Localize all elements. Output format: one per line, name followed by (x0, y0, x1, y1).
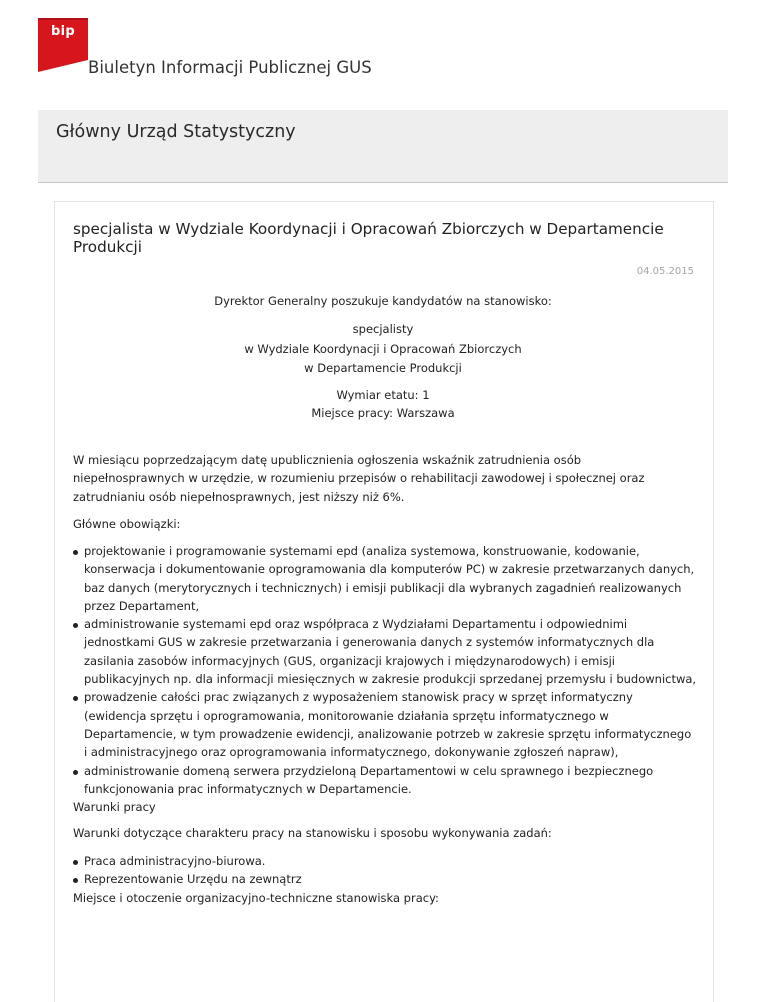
disability-note: W miesiącu poprzedzającym datę upublicznienia ogłoszenia wskaźnik zatrudnienia osób niepełnosprawnych w urzędzie, w rozumieniu przepisów o rehabilitacji zawodowej i społecznej oraz zatrudnianiu osób niepełnosprawnych, jest niższy niż 6%. (73, 453, 645, 504)
workload: Wymiar etatu: 1 (336, 388, 430, 402)
intro-text: Dyrektor Generalny poszukuje kandydatów na stanowisko: (214, 294, 552, 308)
office-name[interactable]: Główny Urząd Statystyczny (56, 122, 296, 142)
bip-logo[interactable] (38, 18, 88, 72)
position-line-3: w Departamencie Produkcji (304, 361, 462, 375)
list-item: Reprezentowanie Urzędu na zewnątrz (73, 870, 698, 888)
duties-list (73, 542, 698, 798)
bip-logo-text: bip (51, 24, 75, 39)
article-title: specjalista w Wydziale Koordynacji i Opracowań Zbiorczych w Departamencie Produkcji (73, 220, 664, 256)
list-item: projektowanie i programowanie systemami epd (analiza systemowa, konstruowanie, kodowanie, konserwacja i dokumentowanie oprogramowania dla komputerów PC) w zakresie przetwarzanych danych, baz danych (merytorycznych i technicznych) i emisji publikacji dla wybranych zagadnień realizowanych przez Departament, (73, 542, 698, 615)
publication-date: 04.05.2015 (636, 266, 694, 277)
duties-heading: Główne obowiązki: (73, 517, 181, 531)
list-item: Praca administracyjno-biurowa. (73, 852, 698, 870)
conditions-list (73, 852, 698, 889)
environment-heading: Miejsce i otoczenie organizacyjno-techniczne stanowiska pracy: (73, 891, 439, 905)
bip-logo-tail (38, 60, 88, 72)
office-header (38, 110, 728, 183)
conditions-intro: Warunki dotyczące charakteru pracy na stanowisku i sposobu wykonywania zadań: (73, 826, 552, 840)
position-line-2: w Wydziale Koordynacji i Opracowań Zbiorczych (244, 342, 522, 356)
position-line-1: specjalisty (352, 322, 414, 336)
list-item: administrowanie domeną serwera przydzieloną Departamentowi w celu sprawnego i bezpiecznego funkcjonowania prac informatycznych w Departamencie. (73, 762, 698, 799)
work-location: Miejsce pracy: Warszawa (311, 406, 455, 420)
conditions-heading: Warunki pracy (73, 800, 156, 814)
list-item: prowadzenie całości prac związanych z wyposażeniem stanowisk pracy w sprzęt informatyczny (ewidencja sprzętu i oprogramowania, monitorowanie działania sprzętu informatycznego w Departamencie, w tym prowadzenie ewidencji, analizowanie potrzeb w zakresie sprzętu informatycznego i administracyjnego oraz oprogramowania informatycznego, dokonywanie zgłoszeń napraw), (73, 688, 698, 761)
bip-logo-stripe (38, 18, 88, 20)
list-item: administrowanie systemami epd oraz współpraca z Wydziałami Departamentu i odpowiednimi jednostkami GUS w zakresie przetwarzania i generowania danych z systemów informatycznych dla zasilania zasobów informacyjnych (GUS, organizacji krajowych i międzynarodowych) i emisji publikacyjnych np. dla informacji miesięcznych w zakresie produkcji sprzedanej przemysłu i budownictwa, (73, 615, 698, 688)
site-title[interactable]: Biuletyn Informacji Publicznej GUS (88, 58, 372, 77)
